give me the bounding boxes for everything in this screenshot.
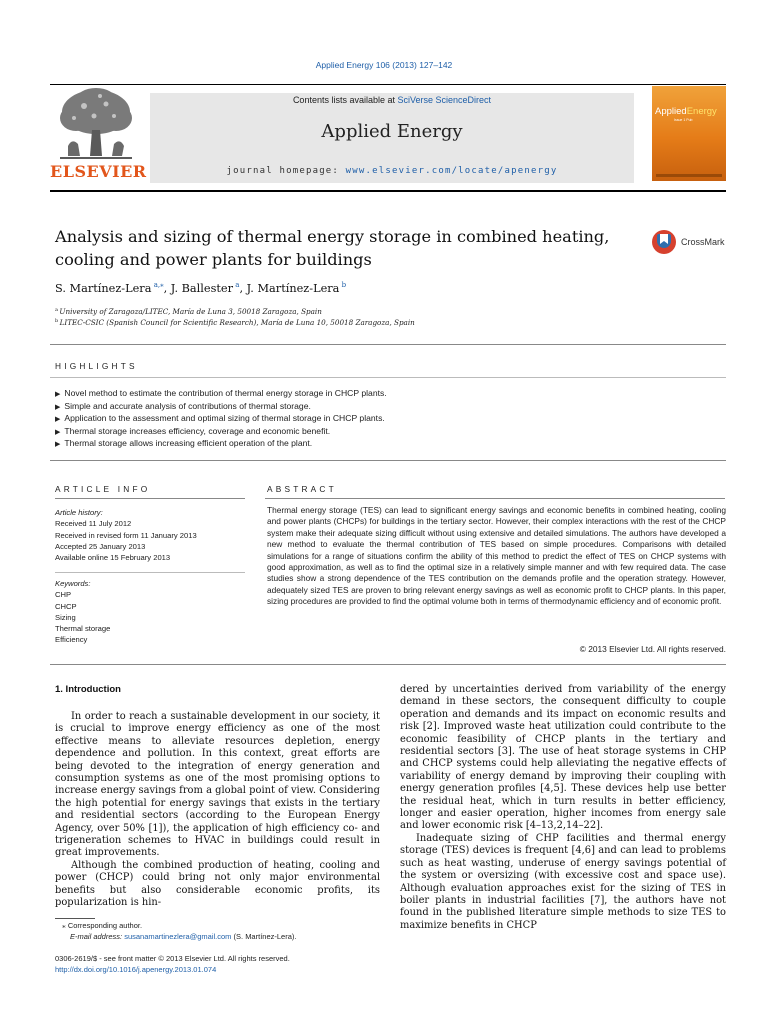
footnote-rule <box>55 918 95 919</box>
highlight-item <box>55 401 715 414</box>
elsevier-logo[interactable] <box>50 86 147 182</box>
highlight-text: Thermal storage allows increasing efficient operation of the plant. <box>64 438 313 449</box>
divider <box>50 460 726 461</box>
highlight-item <box>55 413 715 426</box>
affiliation-text: University of Zaragoza/LITEC, María de Luna 3, 50018 Zaragoza, Spain <box>59 307 322 316</box>
header-bottom-rule <box>50 190 726 192</box>
divider <box>265 498 725 499</box>
highlights-list <box>55 388 715 451</box>
journal-homepage <box>150 166 634 176</box>
doi-link[interactable]: http://dx.doi.org/10.1016/j.apenergy.2013.01.074 <box>55 965 217 974</box>
keyword: CHP <box>55 590 72 600</box>
keyword: Efficiency <box>55 635 88 645</box>
keyword: Thermal storage <box>55 624 111 634</box>
affiliation-mark: a <box>55 307 58 313</box>
article-history <box>55 507 245 563</box>
highlight-text: Simple and accurate analysis of contributions of thermal storage. <box>64 400 311 411</box>
abstract-heading: ABSTRACT <box>267 484 337 494</box>
body-paragraph: dered by uncertainties derived from variability of the energy demand in these sectors, the consequent difficulty to couple operation and demands and its impact on economic results and risk [2]. Improved waste heat utilization could contribute to the economic feasibility of CHCP plants in the tertiary and residential sectors [3]. The use of heat storage systems in CHP and CHCP systems could help alleviating the negative effects of variability of energy demand by improving their coupling with energy generation profiles [4,5]. These devices help use better the residual heat, which in turn results in better efficiency, longer and easier operation, higher incomes from energy sale and lower economic risk [4–13,2,14–22]. <box>400 684 726 832</box>
author-separator: , <box>239 282 247 295</box>
homepage-link[interactable]: www.elsevier.com/locate/apenergy <box>345 166 558 176</box>
highlight-item <box>55 438 715 451</box>
body-paragraph: Although the combined production of heating, cooling and power (CHCP) could bring not only major environmental benefits but also considerable economic profits, its popularization is hin- <box>55 859 380 909</box>
affiliation <box>55 318 415 327</box>
author-name[interactable]: J. Martínez-Lera <box>246 282 340 295</box>
body-column-left <box>55 711 380 910</box>
cover-subtitle: Issue 1 Pub <box>674 118 693 122</box>
highlight-text: Novel method to estimate the contribution of thermal energy storage in CHCP plants. <box>64 388 387 398</box>
history-entry: Received in revised form 11 January 2013 <box>55 530 197 540</box>
author-list <box>55 281 346 295</box>
issn-line: 0306-2619/$ - see front matter © 2013 Elsevier Ltd. All rights reserved. <box>55 954 290 963</box>
divider <box>50 344 726 345</box>
article-history-label: Article history: <box>55 508 103 517</box>
journal-cover-image[interactable] <box>652 86 726 181</box>
highlight-text: Application to the assessment and optimal sizing of thermal storage in CHCP plants. <box>64 413 385 424</box>
sciencedirect-link[interactable]: SciVerse ScienceDirect <box>397 95 492 105</box>
abstract-copyright: © 2013 Elsevier Ltd. All rights reserved. <box>579 644 726 654</box>
keyword: CHCP <box>55 601 77 611</box>
abstract-text: Thermal energy storage (TES) can lead to significant energy savings and economic benefits in combined heating, cooling and power plants (CHCPs) for buildings in the tertiary sector. However, their complex interactions with the rest of the CHCP system make their adequate sizing difficult without using extensive and detailed simulations. The authors have developed a new method to evaluate the thermal contribution of TES based on simple procedures. Comparisons with detailed simulations for a range of situations confirm the ability of this method to predict the effect of TES on CHCP systems with good approximation, as well as to find the optimal size in a relatively simple manner and with few required data. The case studies show a strong dependence of the TES contribution on the demands profile and the operation strategy. However, adequately sized TES are proven to bring relevant energy savings as well as economic profit to CHCP plants. In this paper, sizing procedures are provided to find the optimal volume both in terms of thermodynamic efficiency and of economic profit. <box>267 505 726 607</box>
homepage-prefix: journal homepage: <box>226 166 346 176</box>
highlight-item <box>55 426 715 439</box>
author-affiliation-mark[interactable]: b <box>341 281 347 289</box>
highlight-text: Thermal storage increases efficiency, coverage and economic benefit. <box>64 425 331 436</box>
highlights-heading: HIGHLIGHTS <box>55 361 138 371</box>
paper-title: Analysis and sizing of thermal energy storage in combined heating, cooling and power plants for buildings <box>55 227 610 269</box>
divider <box>50 377 726 378</box>
body-paragraph: In order to reach a sustainable development in our society, it is crucial to improve energy efficiency as one of the most effective means to alleviate resources depletion, energy dependence and pollution. In this context, great efforts are being devoted to the integration of energy generation and consumption systems as one of the most promising options to increase energy savings from a global point of view. Considering the high potential for energy savings that exists in the tertiary and residential sectors (according to the European Energy Agency, over 50% [1]), the application of high efficiency co- and trigeneration schemes to HVAC in buildings could result in great improvements. <box>55 711 380 859</box>
elsevier-tree-icon <box>50 86 142 164</box>
divider <box>50 664 726 665</box>
bullet-triangle-icon: ▶ <box>55 428 61 436</box>
body-column-right <box>400 684 726 932</box>
crossmark-icon <box>652 230 676 254</box>
highlight-item <box>55 388 715 401</box>
author-affiliation-mark[interactable]: a,⁎ <box>153 281 164 289</box>
cover-title-applied: Applied <box>655 106 687 117</box>
header-top-rule <box>50 84 726 85</box>
bullet-triangle-icon: ▶ <box>55 416 61 424</box>
keyword: Sizing <box>55 612 76 622</box>
cover-title <box>655 106 717 117</box>
author-separator: , <box>163 282 171 295</box>
cover-title-energy: Energy <box>686 106 717 117</box>
bullet-triangle-icon: ▶ <box>55 391 61 398</box>
footnote-corresponding: ⁎ Corresponding author. <box>62 921 143 930</box>
email-label: E-mail address: <box>70 932 125 941</box>
keywords-label: Keywords: <box>55 579 91 588</box>
article-info-heading: ARTICLE INFO <box>55 484 151 494</box>
crossmark-badge[interactable] <box>652 230 728 258</box>
bullet-triangle-icon: ▶ <box>55 403 61 411</box>
keywords <box>55 578 245 646</box>
contents-prefix: Contents lists available at <box>292 95 398 105</box>
crossmark-label: CrossMark <box>681 237 725 247</box>
affiliation-text: LITEC-CSIC (Spanish Council for Scientific Research), María de Luna 10, 50018 Zaragoza, Spain <box>59 318 415 327</box>
cover-footer-band <box>656 174 722 177</box>
journal-reference-link[interactable]: Applied Energy 106 (2013) 127–142 <box>315 60 453 70</box>
affiliation <box>55 307 322 316</box>
email-suffix: (S. Martínez-Lera). <box>231 932 297 941</box>
author-name[interactable]: S. Martínez-Lera <box>55 282 152 295</box>
author-affiliation-mark[interactable]: a <box>235 281 240 289</box>
journal-title: Applied Energy <box>321 121 463 142</box>
divider <box>55 498 245 499</box>
footnote-email <box>70 932 296 941</box>
contents-line <box>150 95 634 105</box>
bullet-triangle-icon: ▶ <box>55 441 61 449</box>
author-name[interactable]: J. Ballester <box>170 282 234 295</box>
email-link[interactable]: susanamartinezlera@gmail.com <box>124 932 232 941</box>
body-paragraph: Inadequate sizing of CHP facilities and thermal energy storage (TES) devices is frequent [4,6] and can lead to problems such as heat wasting, underuse of energy savings potential of the system or oversizing (with excessive cost and space use). Although evaluation approaches exist for the sizing of TES in boiler plants in industrial facilities [7], the authors have not found in the published literature simple methods to size TES to maximize benefits in CHCP <box>400 832 726 931</box>
history-entry: Available online 15 February 2013 <box>55 553 171 563</box>
history-entry: Accepted 25 January 2013 <box>55 541 146 551</box>
divider <box>55 572 245 573</box>
section-heading-introduction: 1. Introduction <box>55 684 121 695</box>
elsevier-wordmark: ELSEVIER <box>50 162 147 181</box>
history-entry: Received 11 July 2012 <box>55 519 132 529</box>
affiliation-mark: b <box>55 318 59 324</box>
